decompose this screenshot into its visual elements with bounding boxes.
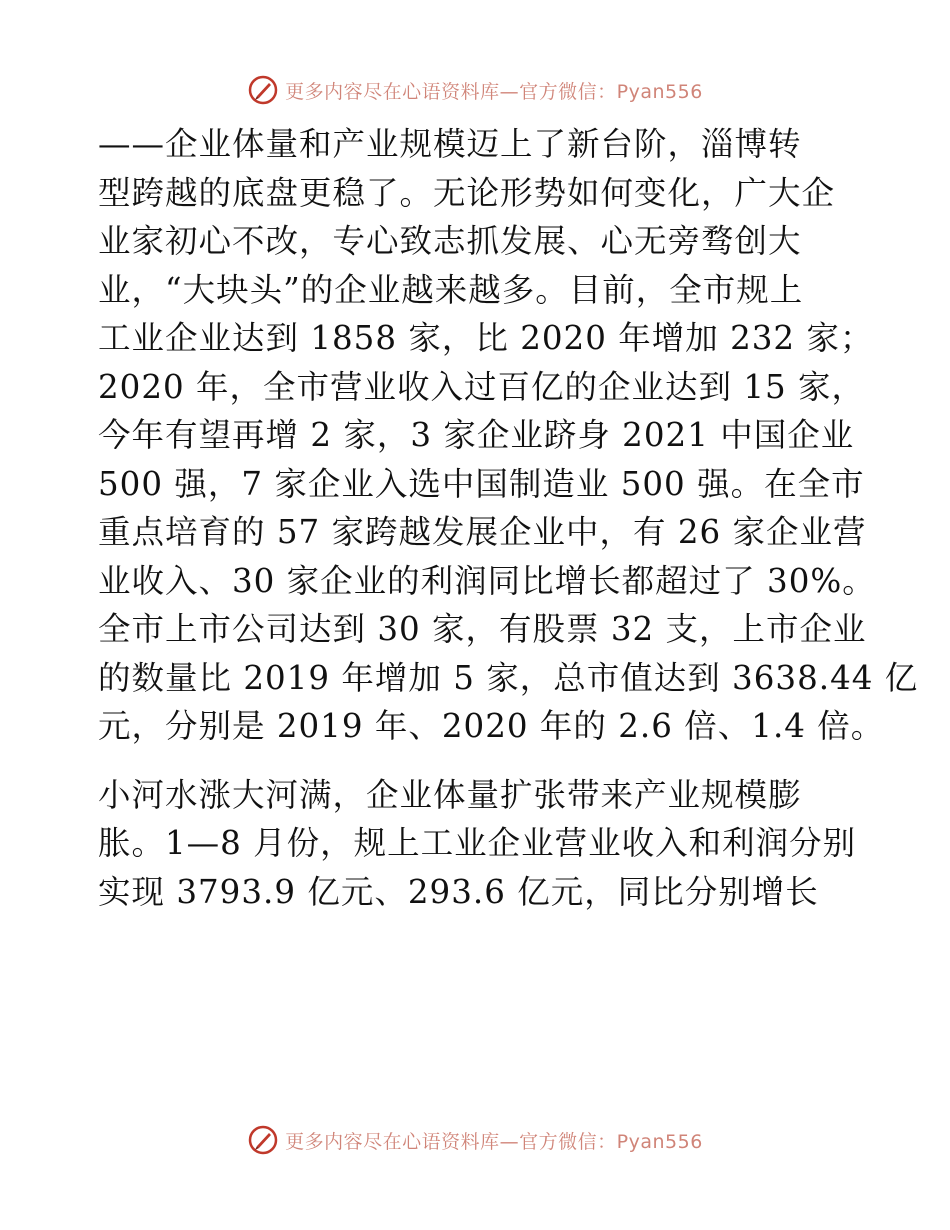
text-line: 2020 年，全市营业收入过百亿的企业达到 15 家， bbox=[98, 367, 866, 406]
header-banner bbox=[0, 70, 950, 110]
text-line: 小河水涨大河满，企业体量扩张带来产业规模膨 bbox=[98, 775, 802, 814]
text-line: 业收入、30 家企业的利润同比增长都超过了 30%。 bbox=[98, 561, 876, 600]
header-banner-text: 更多内容尽在心语资料库—官方微信：Pyan556 bbox=[285, 80, 703, 103]
pen-logo-icon bbox=[247, 74, 279, 106]
text-line: 业，“大块头”的企业越来越多。目前，全市规上 bbox=[98, 270, 804, 309]
text-line: 元，分别是 2019 年、2020 年的 2.6 倍、1.4 倍。 bbox=[98, 707, 885, 745]
text-line: 业家初心不改，专心致志抓发展、心无旁骛创大 bbox=[98, 222, 802, 260]
text-line: 胀。1—8 月份，规上工业企业营业收入和利润分别 bbox=[98, 824, 857, 862]
text-line: 500 强，7 家企业入选中国制造业 500 强。在全市 bbox=[98, 464, 865, 503]
text-line: 的数量比 2019 年增加 5 家，总市值达到 3638.44 亿 bbox=[98, 658, 919, 697]
text-line: 型跨越的底盘更稳了。无论形势如何变化，广大企 bbox=[98, 173, 836, 212]
text-line: ——企业体量和产业规模迈上了新台阶，淄博转 bbox=[98, 125, 802, 163]
paragraph-enterprise-scale bbox=[98, 120, 919, 751]
text-line: 实现 3793.9 亿元、293.6 亿元，同比分别增长 bbox=[98, 872, 819, 911]
paragraph-industry-growth bbox=[98, 771, 858, 917]
text-line: 今年有望再增 2 家，3 家企业跻身 2021 中国企业 bbox=[98, 416, 855, 454]
document-body bbox=[98, 120, 919, 916]
pen-logo-icon bbox=[247, 1124, 279, 1156]
text-line: 重点培育的 57 家跨越发展企业中，有 26 家企业营 bbox=[98, 513, 867, 551]
text-line: 全市上市公司达到 30 家，有股票 32 支，上市企业 bbox=[98, 610, 867, 648]
text-line: 工业企业达到 1858 家，比 2020 年增加 232 家； bbox=[98, 319, 874, 357]
footer-banner-text: 更多内容尽在心语资料库—官方微信：Pyan556 bbox=[285, 1130, 703, 1153]
footer-banner bbox=[0, 1120, 950, 1160]
